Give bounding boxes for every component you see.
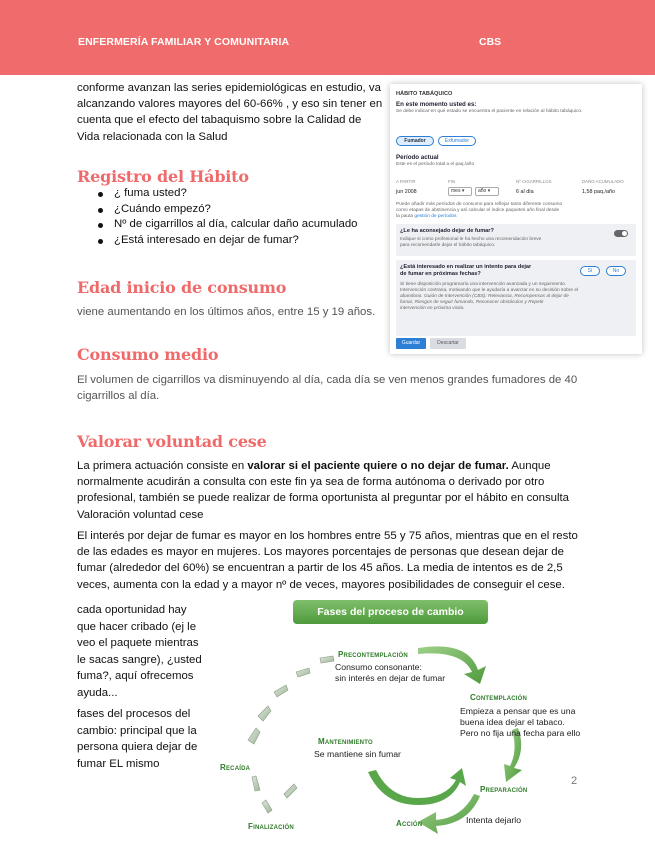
edad-heading: Edad inicio de consumo bbox=[77, 278, 287, 297]
side-note-2 bbox=[77, 706, 217, 772]
interest-question bbox=[400, 264, 531, 278]
end-year-select[interactable]: año ▾ bbox=[475, 187, 499, 196]
hint-line: Puede añadir más períodos de consumo para reflejar tanto diferente consumo bbox=[396, 202, 563, 207]
exit-arrow bbox=[284, 784, 297, 798]
stage-contemplacion: Contemplación bbox=[470, 693, 528, 702]
valorar-paragraph-1 bbox=[77, 458, 637, 523]
form-question: En este momento usted es: bbox=[396, 101, 477, 108]
relapse-arrow bbox=[320, 656, 334, 663]
stage-preparacion: Preparación bbox=[480, 785, 528, 794]
hint-line: Intervención contraria, motivando que le ayudaría a avanzar en su decisión sobre el bbox=[400, 288, 579, 293]
intro-line: alcanzando valores mayores del 60-66% , y eso sin tener en bbox=[77, 98, 383, 111]
stage-accion: Acción bbox=[396, 819, 423, 828]
side-note-1 bbox=[77, 602, 207, 701]
intro-line: conforme avanzan las series epidemiológicas en estudio, va bbox=[77, 82, 381, 94]
note-line: cada oportunidad hay bbox=[77, 604, 187, 616]
advice-toggle[interactable] bbox=[614, 230, 628, 237]
consumo-line: El volumen de cigarrillos va disminuyendo al día, cada día se ven menos grandes fumadores de 40 bbox=[77, 374, 578, 386]
gestion-periodos-link[interactable]: gestión de períodos bbox=[414, 214, 457, 219]
desc-line: Pero no fija una fecha para ello bbox=[460, 728, 581, 738]
stage-recaida: Recaída bbox=[220, 763, 251, 772]
hint-line: como etapas de abstinencia y así calcular el índice paquetes año final desde bbox=[396, 208, 560, 213]
mantenimiento-desc: Se mantiene sin fumar bbox=[314, 749, 401, 759]
header-course-title: ENFERMERÍA FAMILIAR Y COMUNITARIA bbox=[78, 36, 290, 48]
col-header: A PARTIR bbox=[396, 179, 416, 184]
bullet-item: ¿ fuma usted? bbox=[96, 186, 358, 202]
bullet-item: ¿Cuándo empezó? bbox=[96, 202, 358, 218]
edad-text: viene aumentando en los últimos años, entre 15 y 19 años. bbox=[77, 306, 376, 318]
text-line: El interés por dejar de fumar es mayor en los hombres entre 55 y 75 años, mientras que en el resto bbox=[77, 530, 578, 542]
exit-arrow bbox=[262, 800, 272, 813]
text-run: Aunque bbox=[508, 460, 551, 472]
note-line: fumar EL mismo bbox=[77, 757, 160, 770]
valorar-heading: Valorar voluntad cese bbox=[77, 432, 267, 451]
damage-value: 1,58 paq./año bbox=[582, 189, 615, 195]
period-title: Período actual bbox=[396, 154, 439, 161]
period-hint: Este es el período total a el paq./año bbox=[396, 162, 475, 167]
desc-line: Empieza a pensar que es una bbox=[460, 706, 576, 716]
consumo-line: cigarrillos al día. bbox=[77, 390, 160, 403]
form-hint: Se debe indicar en qué estado se encuentra el paciente en relación al hábito tabáquico. bbox=[396, 109, 583, 114]
advice-question: ¿Le ha aconsejado dejar de fumar? bbox=[400, 228, 494, 234]
hint-line: fumar, Riesgos de seguir fumando, Reconocer obstáculos y Repetir bbox=[400, 300, 544, 305]
text-line: fumar (alrededor del 60%) se encuentran a partir de los 45 años. La media de intentos es de 2,5 bbox=[77, 562, 563, 575]
note-line: le sacas sangre), ¿usted bbox=[77, 653, 202, 666]
desc-line: buena idea dejar el tabaco. bbox=[460, 717, 565, 727]
desc-line: sin interés en dejar de fumar bbox=[335, 673, 446, 683]
text-line: profesional, también se puede realizar de forma oportunista al preguntar por el hábito en consulta bbox=[77, 492, 569, 505]
valorar-paragraph-2 bbox=[77, 528, 647, 593]
relapse-arrow bbox=[258, 706, 271, 721]
option-fumador-button[interactable]: Fumador bbox=[396, 136, 434, 146]
hint-line: intervención en próxima visita. bbox=[400, 306, 465, 311]
text-run: La primera actuación consiste en bbox=[77, 460, 248, 472]
question-line: de fumar en próximas fechas? bbox=[400, 271, 481, 277]
bold-text-run: valorar si el paciente quiere o no dejar de fumar. bbox=[247, 460, 509, 472]
hint-line: Indique si como profesional le ha hecho una recomendación breve bbox=[400, 237, 542, 242]
advice-hint bbox=[400, 237, 600, 249]
note-line: cambio: principal que la bbox=[77, 724, 197, 737]
relapse-arrow bbox=[274, 685, 288, 697]
col-header: FIN bbox=[448, 179, 456, 184]
consumo-text bbox=[77, 372, 617, 404]
intro-paragraph bbox=[77, 80, 387, 145]
habito-tabaquico-form bbox=[390, 84, 642, 354]
consumo-heading: Consumo medio bbox=[77, 345, 219, 364]
page-header bbox=[0, 0, 655, 75]
bullet-item: Nº de cigarrillos al día, calcular daño acumulado bbox=[96, 217, 358, 233]
select-value: año bbox=[478, 188, 487, 194]
relapse-arrow bbox=[248, 728, 260, 744]
page-number: 2 bbox=[571, 775, 578, 787]
hint-line: para recomendarle dejar el hábito tabáquico. bbox=[400, 243, 496, 248]
advice-box bbox=[396, 224, 636, 256]
note-line: persona quiera dejar de bbox=[77, 741, 198, 753]
note-line: fuma?, aquí ofrecemos bbox=[77, 670, 194, 682]
stage-mantenimiento: Mantenimiento bbox=[318, 737, 373, 746]
contemplacion-desc bbox=[460, 706, 580, 739]
col-header: DAÑO ACUMULADO bbox=[582, 179, 624, 184]
interest-hint bbox=[400, 282, 630, 312]
desc-line: Consumo consonante: bbox=[335, 662, 422, 672]
text-line: normalmente acudirán a consulta con este fin ya sea de forma autónoma o derivado por otro bbox=[77, 476, 545, 489]
question-line: ¿Está interesado en realizar un intento para dejar bbox=[400, 264, 532, 270]
interest-yes-button[interactable]: Sí bbox=[580, 266, 600, 276]
registro-heading: Registro del Hábito bbox=[77, 167, 249, 186]
relapse-arrow bbox=[296, 668, 310, 677]
start-date-value[interactable]: jun 2008 bbox=[396, 189, 417, 195]
change-stages-diagram bbox=[218, 600, 598, 848]
intro-line: Vida relacionada con la Salud bbox=[77, 130, 228, 143]
arrow-maintenance-loop bbox=[368, 768, 466, 805]
registro-bullet-list bbox=[96, 186, 358, 248]
exit-arrow bbox=[252, 776, 260, 791]
header-section-label: CBS bbox=[479, 36, 502, 48]
hint-line: la pauta bbox=[396, 214, 414, 219]
stage-precontemplacion: Precontemplación bbox=[338, 650, 408, 659]
note-line: fases del procesos del bbox=[77, 708, 191, 720]
note-line: veo el paquete mientras bbox=[77, 637, 199, 649]
bullet-item: ¿Está interesado en dejar de fumar? bbox=[96, 233, 358, 249]
text-line: Valoración voluntad cese bbox=[77, 508, 204, 521]
select-value: mes bbox=[451, 188, 461, 194]
preparacion-desc: Intenta dejarlo bbox=[466, 815, 522, 825]
save-button[interactable]: Guardar bbox=[396, 338, 426, 349]
cigarettes-value[interactable]: 6 al día bbox=[516, 189, 534, 195]
end-month-select[interactable]: mes ▾ bbox=[448, 187, 472, 196]
text-line: de las edades es mayor en mujeres. Los mayores porcentajes de personas que desean dejar de bbox=[77, 546, 564, 559]
col-header: Nº CIGARRILLOS bbox=[516, 179, 552, 184]
note-line: ayuda... bbox=[77, 686, 118, 699]
interest-box bbox=[396, 260, 636, 336]
stage-finalizacion: Finalización bbox=[248, 822, 294, 831]
interest-no-button[interactable]: No bbox=[606, 266, 626, 276]
text-line: veces, aumenta con la edad y a mayor nº de veces, mayores posibilidades de conseguir el cese. bbox=[77, 578, 565, 591]
note-line: que hacer cribado (ej le bbox=[77, 620, 197, 633]
diagram-title: Fases del proceso de cambio bbox=[293, 600, 488, 624]
intro-line: cuenta que el efecto del tabaquismo sobre la Calidad de bbox=[77, 114, 362, 127]
discard-button[interactable]: Descartar bbox=[430, 338, 466, 349]
hint-line: Si tiene disposición programaría una intervención avanzada y un seguimiento. bbox=[400, 282, 567, 287]
precontemplacion-desc bbox=[335, 662, 445, 684]
hint-line: abandono. Guión de Intervención (CBS): Relevancia, Recompensas al dejar de bbox=[400, 294, 569, 299]
option-exfumador-button[interactable]: Exfumador bbox=[438, 136, 476, 146]
form-title: HÁBITO TABÁQUICO bbox=[396, 91, 453, 97]
add-periods-hint bbox=[396, 202, 636, 220]
